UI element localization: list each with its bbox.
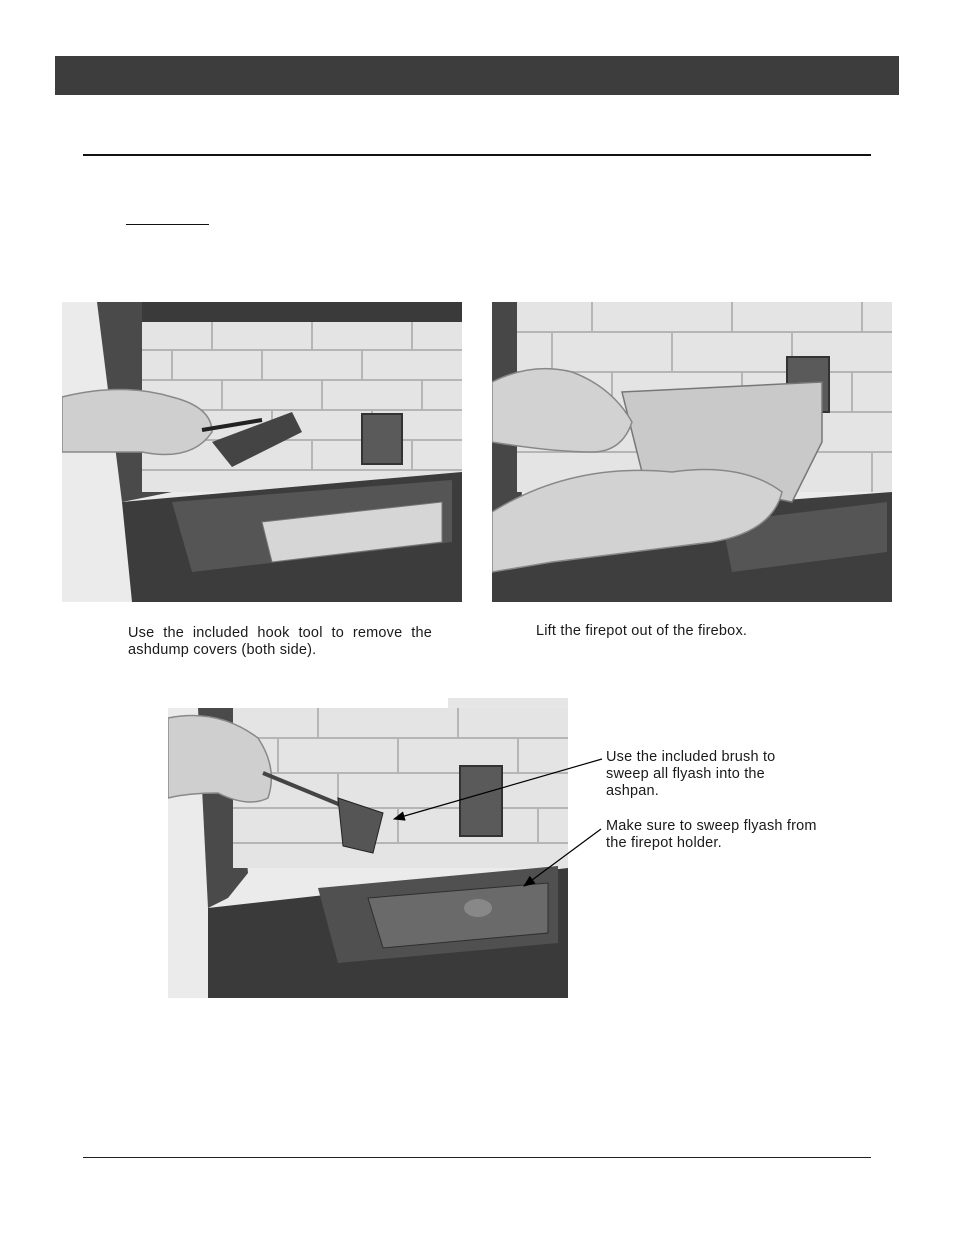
caption-line: Use the included brush to: [606, 749, 776, 765]
caption-line: Make sure to sweep flyash from: [606, 818, 817, 834]
caption-line: the firepot holder.: [606, 835, 722, 851]
footer-rule: [83, 1157, 871, 1158]
arrow-to-firepot-holder: [524, 829, 601, 886]
arrow-to-brush: [394, 759, 602, 819]
caption-line: ashpan.: [606, 783, 659, 799]
caption-line: sweep all flyash into the: [606, 766, 765, 782]
caption-line: Lift the firepot out of the firebox.: [536, 623, 748, 639]
caption-line: Use the included hook tool to remove the: [128, 625, 432, 641]
caption-line: ashdump covers (both side).: [128, 642, 317, 658]
